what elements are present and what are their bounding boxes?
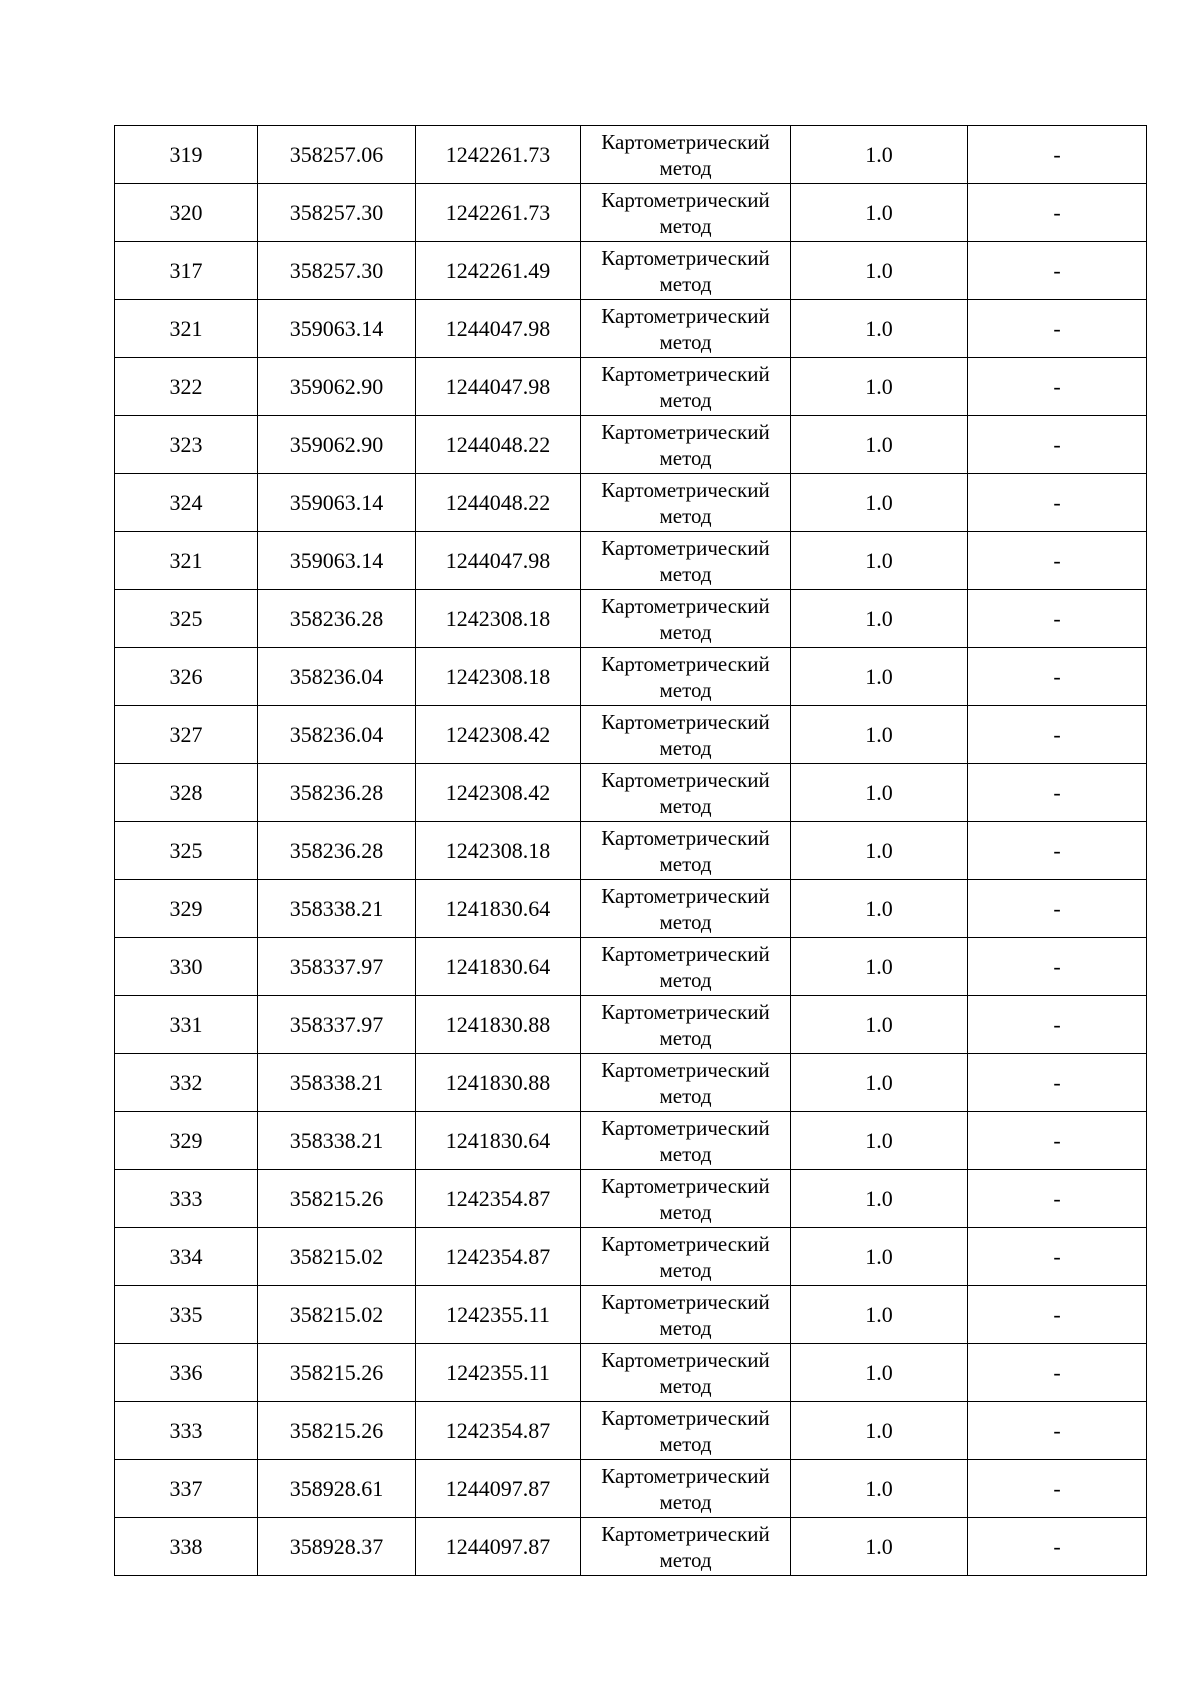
accuracy-cell: 1.0 — [791, 648, 968, 706]
x-coordinate-cell: 358337.97 — [258, 938, 416, 996]
note-cell: - — [968, 764, 1147, 822]
method-line-1: Картометрический — [601, 1405, 770, 1430]
method-cell — [581, 300, 791, 358]
y-coordinate-cell: 1242308.18 — [416, 590, 581, 648]
method-cell — [581, 822, 791, 880]
table-row — [115, 1228, 1147, 1286]
x-coordinate-cell: 358337.97 — [258, 996, 416, 1054]
accuracy-cell: 1.0 — [791, 822, 968, 880]
method-line-2: метод — [659, 1199, 712, 1224]
point-number-cell: 324 — [115, 474, 258, 532]
x-coordinate-cell: 358257.06 — [258, 126, 416, 184]
note-cell: - — [968, 648, 1147, 706]
x-coordinate-cell: 358215.26 — [258, 1402, 416, 1460]
accuracy-cell: 1.0 — [791, 1170, 968, 1228]
note-cell: - — [968, 1460, 1147, 1518]
x-coordinate-cell: 359063.14 — [258, 474, 416, 532]
note-cell: - — [968, 1402, 1147, 1460]
method-line-1: Картометрический — [601, 709, 770, 734]
note-cell: - — [968, 184, 1147, 242]
method-line-1: Картометрический — [601, 535, 770, 560]
table-row — [115, 1170, 1147, 1228]
x-coordinate-cell: 358257.30 — [258, 184, 416, 242]
accuracy-cell: 1.0 — [791, 300, 968, 358]
note-cell: - — [968, 996, 1147, 1054]
method-cell — [581, 1286, 791, 1344]
method-line-2: метод — [659, 561, 712, 586]
method-line-2: метод — [659, 1489, 712, 1514]
note-cell: - — [968, 1054, 1147, 1112]
method-cell — [581, 532, 791, 590]
y-coordinate-cell: 1242261.73 — [416, 126, 581, 184]
y-coordinate-cell: 1242308.42 — [416, 764, 581, 822]
x-coordinate-cell: 359063.14 — [258, 300, 416, 358]
method-line-2: метод — [659, 1257, 712, 1282]
x-coordinate-cell: 358236.28 — [258, 822, 416, 880]
method-line-1: Картометрический — [601, 593, 770, 618]
y-coordinate-cell: 1242355.11 — [416, 1344, 581, 1402]
x-coordinate-cell: 358215.02 — [258, 1228, 416, 1286]
x-coordinate-cell: 358236.04 — [258, 706, 416, 764]
note-cell: - — [968, 822, 1147, 880]
accuracy-cell: 1.0 — [791, 126, 968, 184]
table-row — [115, 938, 1147, 996]
y-coordinate-cell: 1244048.22 — [416, 416, 581, 474]
table-row — [115, 996, 1147, 1054]
method-cell — [581, 1460, 791, 1518]
point-number-cell: 319 — [115, 126, 258, 184]
method-cell — [581, 938, 791, 996]
point-number-cell: 326 — [115, 648, 258, 706]
note-cell: - — [968, 358, 1147, 416]
note-cell: - — [968, 242, 1147, 300]
note-cell: - — [968, 1228, 1147, 1286]
x-coordinate-cell: 358928.61 — [258, 1460, 416, 1518]
method-cell — [581, 590, 791, 648]
method-line-2: метод — [659, 1373, 712, 1398]
x-coordinate-cell: 358215.26 — [258, 1170, 416, 1228]
note-cell: - — [968, 590, 1147, 648]
table-row — [115, 416, 1147, 474]
method-line-2: метод — [659, 503, 712, 528]
accuracy-cell: 1.0 — [791, 764, 968, 822]
method-line-2: метод — [659, 1431, 712, 1456]
method-line-2: метод — [659, 619, 712, 644]
method-line-1: Картометрический — [601, 1057, 770, 1082]
method-line-1: Картометрический — [601, 1463, 770, 1488]
point-number-cell: 333 — [115, 1402, 258, 1460]
method-line-2: метод — [659, 677, 712, 702]
accuracy-cell: 1.0 — [791, 1518, 968, 1576]
point-number-cell: 325 — [115, 822, 258, 880]
x-coordinate-cell: 358215.26 — [258, 1344, 416, 1402]
method-line-2: метод — [659, 851, 712, 876]
method-line-1: Картометрический — [601, 1231, 770, 1256]
method-cell — [581, 416, 791, 474]
method-line-1: Картометрический — [601, 477, 770, 502]
y-coordinate-cell: 1241830.64 — [416, 880, 581, 938]
point-number-cell: 334 — [115, 1228, 258, 1286]
method-cell — [581, 706, 791, 764]
method-line-1: Картометрический — [601, 941, 770, 966]
accuracy-cell: 1.0 — [791, 706, 968, 764]
method-cell — [581, 1170, 791, 1228]
method-line-1: Картометрический — [601, 1289, 770, 1314]
point-number-cell: 325 — [115, 590, 258, 648]
accuracy-cell: 1.0 — [791, 416, 968, 474]
method-line-1: Картометрический — [601, 1521, 770, 1546]
y-coordinate-cell: 1242354.87 — [416, 1228, 581, 1286]
method-cell — [581, 1228, 791, 1286]
table-row — [115, 1286, 1147, 1344]
x-coordinate-cell: 359062.90 — [258, 358, 416, 416]
table-row — [115, 1054, 1147, 1112]
point-number-cell: 331 — [115, 996, 258, 1054]
method-line-1: Картометрический — [601, 419, 770, 444]
y-coordinate-cell: 1241830.88 — [416, 996, 581, 1054]
y-coordinate-cell: 1242308.18 — [416, 648, 581, 706]
x-coordinate-cell: 359062.90 — [258, 416, 416, 474]
y-coordinate-cell: 1242355.11 — [416, 1286, 581, 1344]
y-coordinate-cell: 1242308.18 — [416, 822, 581, 880]
method-line-2: метод — [659, 445, 712, 470]
method-cell — [581, 1518, 791, 1576]
y-coordinate-cell: 1242261.49 — [416, 242, 581, 300]
method-line-2: метод — [659, 735, 712, 760]
note-cell: - — [968, 1170, 1147, 1228]
table-row — [115, 880, 1147, 938]
method-line-1: Картометрический — [601, 1347, 770, 1372]
method-line-2: метод — [659, 909, 712, 934]
coordinates-table — [114, 125, 1147, 1576]
method-line-1: Картометрический — [601, 825, 770, 850]
point-number-cell: 337 — [115, 1460, 258, 1518]
accuracy-cell: 1.0 — [791, 880, 968, 938]
coordinates-table-body — [115, 126, 1147, 1576]
method-line-1: Картометрический — [601, 361, 770, 386]
table-row — [115, 706, 1147, 764]
table-row — [115, 1518, 1147, 1576]
y-coordinate-cell: 1242261.73 — [416, 184, 581, 242]
method-cell — [581, 764, 791, 822]
accuracy-cell: 1.0 — [791, 358, 968, 416]
point-number-cell: 317 — [115, 242, 258, 300]
method-cell — [581, 474, 791, 532]
note-cell: - — [968, 938, 1147, 996]
table-row — [115, 764, 1147, 822]
method-cell — [581, 1112, 791, 1170]
method-line-2: метод — [659, 213, 712, 238]
method-cell — [581, 184, 791, 242]
method-line-1: Картометрический — [601, 129, 770, 154]
method-line-1: Картометрический — [601, 883, 770, 908]
point-number-cell: 329 — [115, 880, 258, 938]
accuracy-cell: 1.0 — [791, 1112, 968, 1170]
method-line-2: метод — [659, 1025, 712, 1050]
x-coordinate-cell: 358236.28 — [258, 590, 416, 648]
note-cell: - — [968, 1518, 1147, 1576]
table-row — [115, 532, 1147, 590]
note-cell: - — [968, 474, 1147, 532]
y-coordinate-cell: 1244097.87 — [416, 1460, 581, 1518]
y-coordinate-cell: 1242308.42 — [416, 706, 581, 764]
method-cell — [581, 126, 791, 184]
table-row — [115, 822, 1147, 880]
accuracy-cell: 1.0 — [791, 1054, 968, 1112]
point-number-cell: 321 — [115, 532, 258, 590]
point-number-cell: 330 — [115, 938, 258, 996]
point-number-cell: 336 — [115, 1344, 258, 1402]
table-row — [115, 300, 1147, 358]
table-row — [115, 1402, 1147, 1460]
method-line-2: метод — [659, 387, 712, 412]
accuracy-cell: 1.0 — [791, 590, 968, 648]
table-row — [115, 1460, 1147, 1518]
method-line-2: метод — [659, 155, 712, 180]
table-row — [115, 648, 1147, 706]
method-line-1: Картометрический — [601, 651, 770, 676]
table-row — [115, 474, 1147, 532]
x-coordinate-cell: 358236.28 — [258, 764, 416, 822]
method-line-1: Картометрический — [601, 1115, 770, 1140]
method-cell — [581, 1402, 791, 1460]
point-number-cell: 320 — [115, 184, 258, 242]
table-row — [115, 1112, 1147, 1170]
x-coordinate-cell: 358257.30 — [258, 242, 416, 300]
table-row — [115, 184, 1147, 242]
note-cell: - — [968, 126, 1147, 184]
method-line-1: Картометрический — [601, 767, 770, 792]
method-cell — [581, 880, 791, 938]
method-line-1: Картометрический — [601, 1173, 770, 1198]
x-coordinate-cell: 358236.04 — [258, 648, 416, 706]
method-cell — [581, 1054, 791, 1112]
point-number-cell: 328 — [115, 764, 258, 822]
table-row — [115, 242, 1147, 300]
method-line-2: метод — [659, 1547, 712, 1572]
y-coordinate-cell: 1244097.87 — [416, 1518, 581, 1576]
method-line-2: метод — [659, 1083, 712, 1108]
method-line-2: метод — [659, 793, 712, 818]
y-coordinate-cell: 1244047.98 — [416, 300, 581, 358]
table-row — [115, 1344, 1147, 1402]
y-coordinate-cell: 1244048.22 — [416, 474, 581, 532]
y-coordinate-cell: 1244047.98 — [416, 358, 581, 416]
x-coordinate-cell: 358928.37 — [258, 1518, 416, 1576]
note-cell: - — [968, 1112, 1147, 1170]
note-cell: - — [968, 300, 1147, 358]
note-cell: - — [968, 1344, 1147, 1402]
table-row — [115, 358, 1147, 416]
accuracy-cell: 1.0 — [791, 996, 968, 1054]
table-row — [115, 126, 1147, 184]
x-coordinate-cell: 358338.21 — [258, 880, 416, 938]
method-line-2: метод — [659, 1141, 712, 1166]
y-coordinate-cell: 1241830.64 — [416, 938, 581, 996]
method-line-1: Картометрический — [601, 303, 770, 328]
x-coordinate-cell: 358338.21 — [258, 1112, 416, 1170]
x-coordinate-cell: 358338.21 — [258, 1054, 416, 1112]
accuracy-cell: 1.0 — [791, 1402, 968, 1460]
y-coordinate-cell: 1242354.87 — [416, 1402, 581, 1460]
accuracy-cell: 1.0 — [791, 1344, 968, 1402]
note-cell: - — [968, 532, 1147, 590]
method-cell — [581, 358, 791, 416]
point-number-cell: 322 — [115, 358, 258, 416]
point-number-cell: 332 — [115, 1054, 258, 1112]
y-coordinate-cell: 1241830.64 — [416, 1112, 581, 1170]
accuracy-cell: 1.0 — [791, 1460, 968, 1518]
note-cell: - — [968, 880, 1147, 938]
method-line-1: Картометрический — [601, 245, 770, 270]
method-line-2: метод — [659, 271, 712, 296]
accuracy-cell: 1.0 — [791, 1286, 968, 1344]
point-number-cell: 333 — [115, 1170, 258, 1228]
method-line-2: метод — [659, 967, 712, 992]
x-coordinate-cell: 358215.02 — [258, 1286, 416, 1344]
point-number-cell: 329 — [115, 1112, 258, 1170]
method-line-1: Картометрический — [601, 187, 770, 212]
method-line-2: метод — [659, 329, 712, 354]
y-coordinate-cell: 1244047.98 — [416, 532, 581, 590]
accuracy-cell: 1.0 — [791, 532, 968, 590]
accuracy-cell: 1.0 — [791, 938, 968, 996]
method-cell — [581, 996, 791, 1054]
note-cell: - — [968, 706, 1147, 764]
method-cell — [581, 648, 791, 706]
table-row — [115, 590, 1147, 648]
method-cell — [581, 242, 791, 300]
y-coordinate-cell: 1241830.88 — [416, 1054, 581, 1112]
point-number-cell: 327 — [115, 706, 258, 764]
x-coordinate-cell: 359063.14 — [258, 532, 416, 590]
point-number-cell: 338 — [115, 1518, 258, 1576]
method-line-1: Картометрический — [601, 999, 770, 1024]
point-number-cell: 321 — [115, 300, 258, 358]
point-number-cell: 323 — [115, 416, 258, 474]
method-line-2: метод — [659, 1315, 712, 1340]
point-number-cell: 335 — [115, 1286, 258, 1344]
method-cell — [581, 1344, 791, 1402]
accuracy-cell: 1.0 — [791, 474, 968, 532]
note-cell: - — [968, 1286, 1147, 1344]
accuracy-cell: 1.0 — [791, 242, 968, 300]
y-coordinate-cell: 1242354.87 — [416, 1170, 581, 1228]
accuracy-cell: 1.0 — [791, 184, 968, 242]
accuracy-cell: 1.0 — [791, 1228, 968, 1286]
note-cell: - — [968, 416, 1147, 474]
